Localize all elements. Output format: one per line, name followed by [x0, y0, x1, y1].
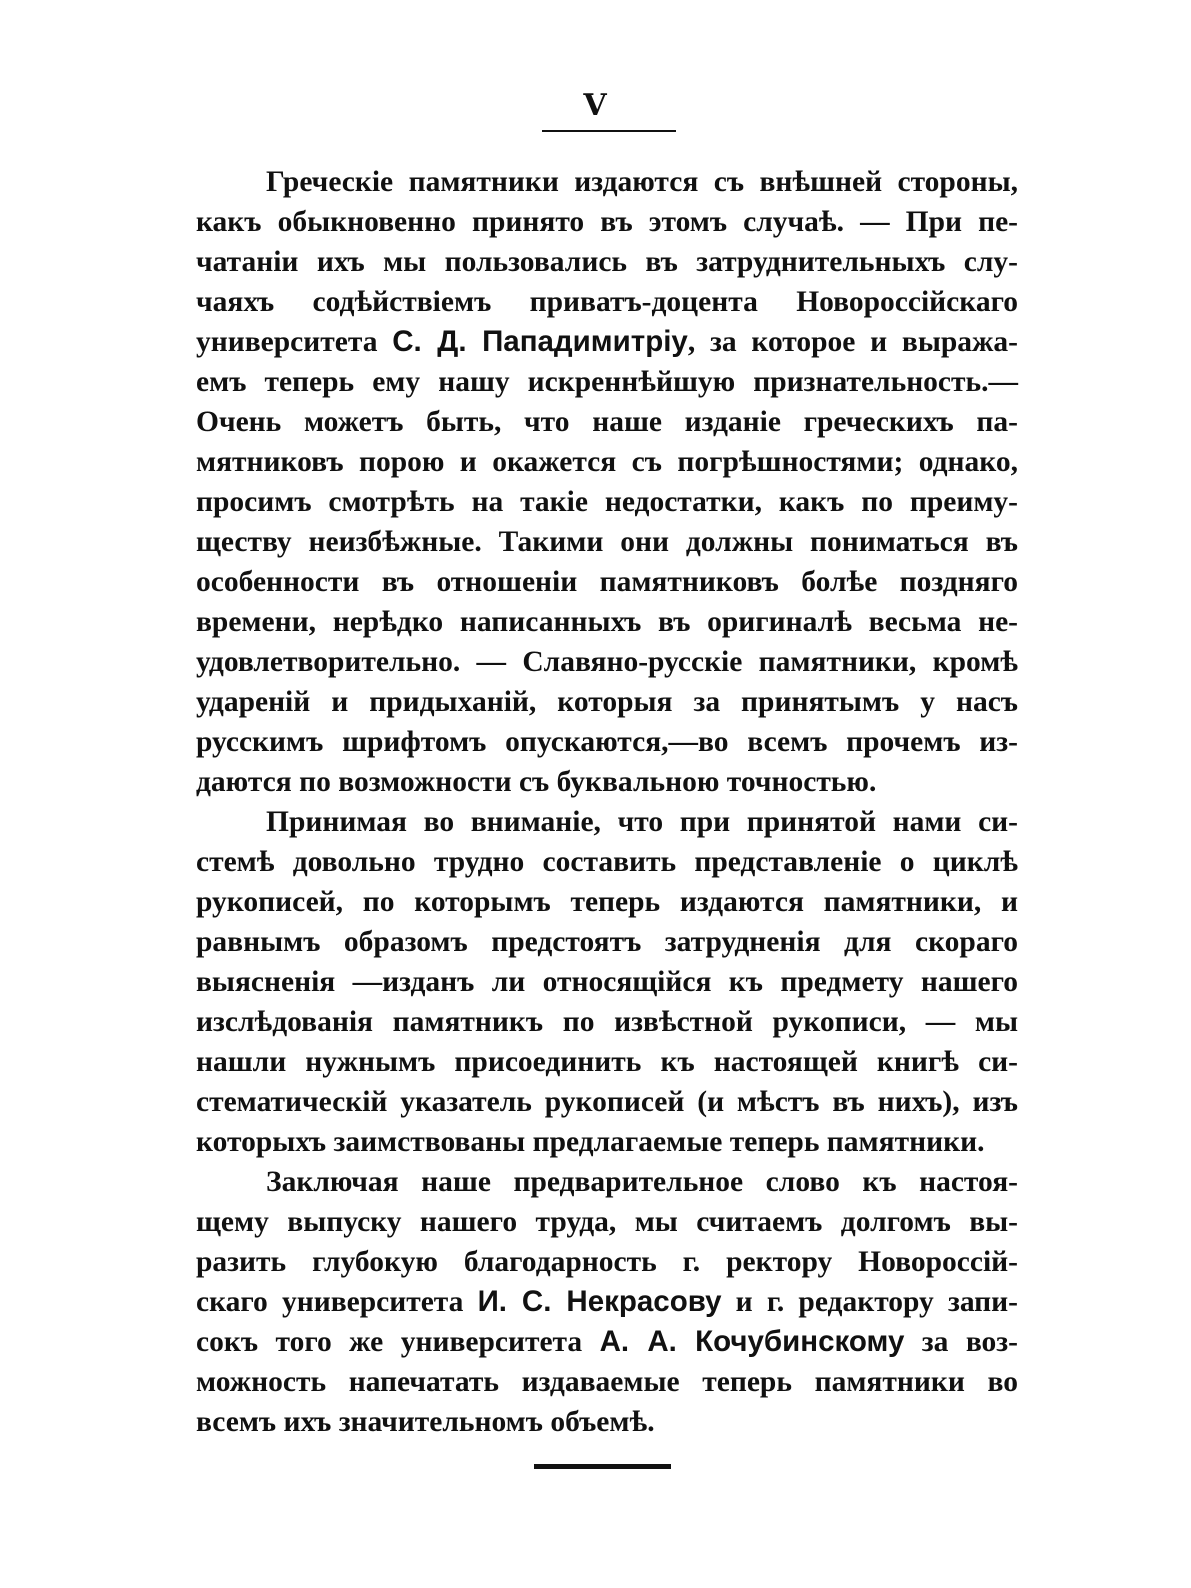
line-text: , за которое и выража- — [687, 326, 1019, 358]
paragraph-1-line: даются по возможности съ буквальною точностью. — [196, 766, 877, 798]
paragraph-3-line: можность напечатать издаваемые теперь памятники во — [196, 1366, 1018, 1398]
paragraph-1-line: чаяхъ содѣйствіемъ приватъ-доцента Новороссійскаго — [196, 286, 1018, 318]
paragraph-1-line: просимъ смотрѣть на такіе недостатки, какъ по преиму- — [196, 486, 1018, 518]
paragraph-1-line: какъ обыкновенно принято въ этомъ случаѣ. — При пе- — [196, 206, 1018, 238]
paragraph-2-line: рукописей, по которымъ теперь издаются памятники, и — [196, 886, 1018, 918]
paragraph-3-line: щему выпуску нашего труда, мы считаемъ долгомъ вы- — [196, 1206, 1018, 1238]
paragraph-3-line: Заключая наше предварительное слово къ настоя- — [266, 1166, 1018, 1198]
paragraph-2-line: нашли нужнымъ присоединить къ настоящей книгѣ си- — [196, 1046, 1018, 1078]
paragraph-2-line: равнымъ образомъ предстоятъ затрудненія для скораго — [196, 926, 1018, 958]
paragraph-1-line: Греческіе памятники издаются съ внѣшней стороны, — [266, 166, 1018, 198]
person-name: А. А. Кочубинскому — [599, 1325, 905, 1358]
paragraph-2-line: стемѣ довольно трудно составить представленіе о циклѣ — [196, 846, 1018, 878]
paragraph-1-line: удовлетворительно. — Славяно-русскіе памятники, кромѣ — [196, 646, 1018, 678]
paragraph-1-line: времени, нерѣдко написанныхъ въ оригиналѣ весьма не- — [196, 606, 1018, 638]
page-number: V — [583, 88, 608, 123]
paragraph-1-line — [196, 322, 1018, 362]
paragraph-2-line: изслѣдованія памятникъ по извѣстной рукописи, — мы — [196, 1006, 1018, 1038]
line-text: и г. редактору запи- — [721, 1286, 1018, 1318]
preface-text — [196, 162, 1018, 1442]
paragraph-1-line: особенности въ отношеніи памятниковъ болѣе поздняго — [196, 566, 1018, 598]
paragraph-1-line: чатаніи ихъ мы пользовались въ затруднительныхъ слу- — [196, 246, 1018, 278]
paragraph-1-line: емъ теперь ему нашу искреннѣйшую признательность.— — [196, 366, 1018, 398]
paragraph-1-line: русскимъ шрифтомъ опускаются,—во всемъ прочемъ из- — [196, 726, 1018, 758]
line-text: скаго университета — [196, 1286, 478, 1318]
paragraph-3-line: разить глубокую благодарность г. ректору Новороссій- — [196, 1246, 1018, 1278]
paragraph-2-line: Принимая во вниманіе, что при принятой нами си- — [266, 806, 1018, 838]
paragraph-1-line: мятниковъ порою и окажется съ погрѣшностями; однако, — [196, 446, 1018, 478]
end-rule — [534, 1464, 671, 1469]
line-text: университета — [196, 326, 393, 358]
paragraph-2-line: которыхъ заимствованы предлагаемые теперь памятники. — [196, 1126, 985, 1158]
paragraph-3-line — [196, 1282, 1018, 1322]
paragraph-3-line: всемъ ихъ значительномъ объемѣ. — [196, 1406, 655, 1438]
line-text: сокъ того же университета — [196, 1326, 600, 1358]
person-name: И. С. Некрасову — [477, 1285, 722, 1318]
paragraph-1-line: удареній и придыханій, которыя за принятымъ у насъ — [196, 686, 1018, 718]
paragraph-1-line: Очень можетъ быть, что наше изданіе греческихъ па- — [196, 406, 1018, 438]
paragraph-2-line: выясненія —изданъ ли относящійся къ предмету нашего — [196, 966, 1018, 998]
paragraph-1-line: ществу неизбѣжные. Такими они должны пониматься въ — [196, 526, 1018, 558]
person-name: С. Д. Пападимитріу — [392, 325, 688, 358]
paragraph-3-line — [196, 1322, 1018, 1362]
paragraph-2-line: стематическій указатель рукописей (и мѣстъ въ нихъ), изъ — [196, 1086, 1018, 1118]
line-text: за воз- — [904, 1326, 1018, 1358]
header-rule — [542, 130, 676, 132]
